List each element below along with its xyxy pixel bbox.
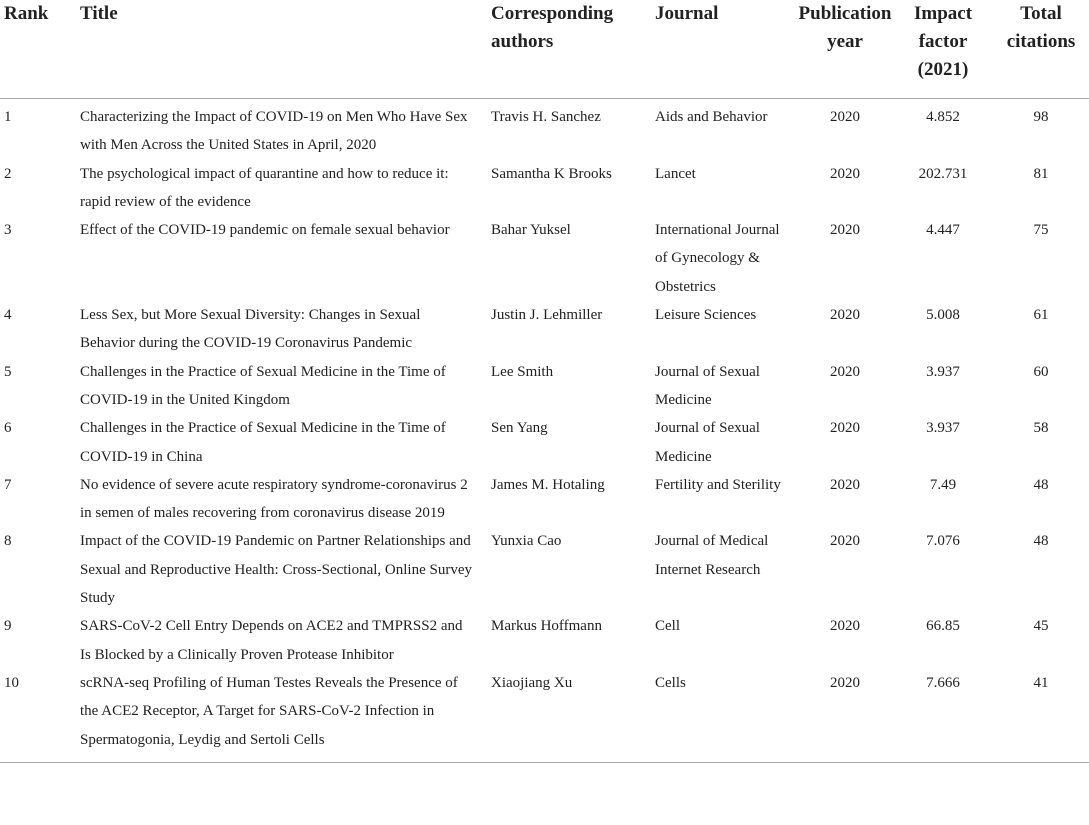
table-row: [0, 216, 1089, 301]
cell-year: 2020: [830, 420, 860, 437]
cell-rank: 7: [4, 476, 12, 493]
cell-citations: 60: [1033, 363, 1049, 380]
cell-citations: 58: [1033, 420, 1049, 437]
cell-citations: 61: [1033, 307, 1049, 324]
header-row: [0, 0, 1089, 99]
cell-journal: Lancet: [655, 165, 696, 182]
cell-impact: 202.731: [918, 165, 968, 182]
cell-impact: 7.666: [893, 669, 993, 762]
cell-author: Xiaojiang Xu: [491, 669, 655, 762]
cell-journal: Cell: [655, 618, 680, 635]
cell-citations: 75: [1033, 222, 1049, 239]
table-row: [0, 160, 1089, 217]
table-row: [0, 99, 1089, 160]
table-row: [0, 612, 1089, 669]
header-authors: Corresponding authors: [491, 0, 655, 99]
cell-journal: Fertility and Sterility: [655, 476, 781, 493]
cell-impact: 3.937: [926, 363, 960, 380]
cell-citations: 48: [1033, 533, 1049, 550]
cell-title: Challenges in the Practice of Sexual Medicine in the Time of COVID-19 in the United Kingdom: [80, 363, 446, 408]
cell-author: Markus Hoffmann: [491, 618, 602, 635]
cell-author: Sen Yang: [491, 420, 548, 437]
cell-impact: 4.852: [926, 109, 960, 125]
cell-year: 2020: [797, 669, 893, 762]
cell-year: 2020: [830, 476, 860, 493]
table-header: [0, 0, 1089, 99]
cell-journal: Leisure Sciences: [655, 307, 757, 324]
cell-rank: 3: [4, 222, 12, 239]
cell-author: Justin J. Lehmiller: [491, 307, 603, 324]
cell-year: 2020: [830, 109, 860, 125]
header-impact: Impact factor (2021): [893, 0, 993, 99]
cell-year: 2020: [830, 222, 860, 239]
table-row: [0, 527, 1089, 612]
table-row: [0, 358, 1089, 415]
cell-author: Bahar Yuksel: [491, 222, 571, 239]
table-row: [0, 471, 1089, 528]
cell-author: Lee Smith: [491, 363, 554, 380]
cell-journal: Journal of Medical Internet Research: [655, 533, 769, 578]
cell-impact: 4.447: [926, 222, 960, 239]
cell-rank: 6: [4, 420, 12, 437]
table-body: [0, 99, 1089, 763]
header-citations: Total citations: [993, 0, 1089, 99]
cell-title: SARS-CoV-2 Cell Entry Depends on ACE2 and TMPRSS2 and Is Blocked by a Clinically Proven Protease Inhibitor: [80, 618, 463, 663]
cell-author: Samantha K Brooks: [491, 165, 612, 182]
cell-impact: 7.49: [929, 476, 957, 493]
cell-journal: Cells: [655, 669, 797, 762]
table-row: [0, 669, 1089, 762]
table-row: [0, 301, 1089, 358]
cell-rank: 1: [4, 109, 12, 125]
cell-journal: Aids and Behavior: [655, 109, 768, 125]
cell-author: Yunxia Cao: [491, 533, 562, 550]
header-title: Title: [80, 0, 491, 99]
header-rank: Rank: [0, 0, 80, 99]
cell-year: 2020: [830, 618, 860, 635]
header-journal: Journal: [655, 0, 797, 99]
cell-impact: 3.937: [926, 420, 960, 437]
cell-rank: 4: [4, 307, 12, 324]
cell-title: The psychological impact of quarantine and how to reduce it: rapid review of the evidence: [80, 165, 449, 210]
cell-title: scRNA-seq Profiling of Human Testes Reveals the Presence of the ACE2 Receptor, A Target for SARS-CoV-2 Infection in Spermatogonia, Leydig and Sertoli Cells: [80, 669, 491, 762]
cell-title: No evidence of severe acute respiratory syndrome-coronavirus 2 in semen of males recovering from coronavirus disease 2019: [80, 476, 468, 522]
cell-rank: 9: [4, 618, 12, 635]
cell-year: 2020: [830, 307, 860, 324]
cell-journal: International Journal of Gynecology & Obstetrics: [655, 222, 780, 295]
table-row: [0, 414, 1089, 471]
cell-rank: 5: [4, 363, 12, 380]
cell-title: Challenges in the Practice of Sexual Medicine in the Time of COVID-19 in China: [80, 420, 446, 465]
cell-rank: 10: [0, 669, 80, 762]
cell-citations: 98: [1033, 109, 1049, 125]
cell-journal: Journal of Sexual Medicine: [655, 363, 760, 408]
cell-year: 2020: [830, 165, 860, 182]
cell-year: 2020: [830, 363, 860, 380]
cell-title: Characterizing the Impact of COVID-19 on Men Who Have Sex with Men Across the United States in April, 2020: [80, 109, 468, 154]
cell-citations: 45: [1033, 618, 1049, 635]
header-year: Publication year: [797, 0, 893, 99]
cell-citations: 41: [993, 669, 1089, 762]
cell-title: Impact of the COVID-19 Pandemic on Partner Relationships and Sexual and Reproductive Health: Cross-Sectional, Online Survey Study: [80, 533, 472, 607]
cell-impact: 5.008: [926, 307, 960, 324]
cell-citations: 48: [1033, 476, 1049, 493]
cell-title: Less Sex, but More Sexual Diversity: Changes in Sexual Behavior during the COVID-19 Coronavirus Pandemic: [80, 307, 421, 352]
cell-journal: Journal of Sexual Medicine: [655, 420, 760, 465]
cell-impact: 7.076: [926, 533, 960, 550]
cell-year: 2020: [830, 533, 860, 550]
cell-author: James M. Hotaling: [491, 476, 605, 493]
cell-citations: 81: [1033, 165, 1049, 182]
cell-title: Effect of the COVID-19 pandemic on female sexual behavior: [80, 222, 450, 239]
cell-author: Travis H. Sanchez: [491, 109, 601, 125]
cell-rank: 8: [4, 533, 12, 550]
cell-impact: 66.85: [926, 618, 960, 635]
cell-rank: 2: [4, 165, 12, 182]
